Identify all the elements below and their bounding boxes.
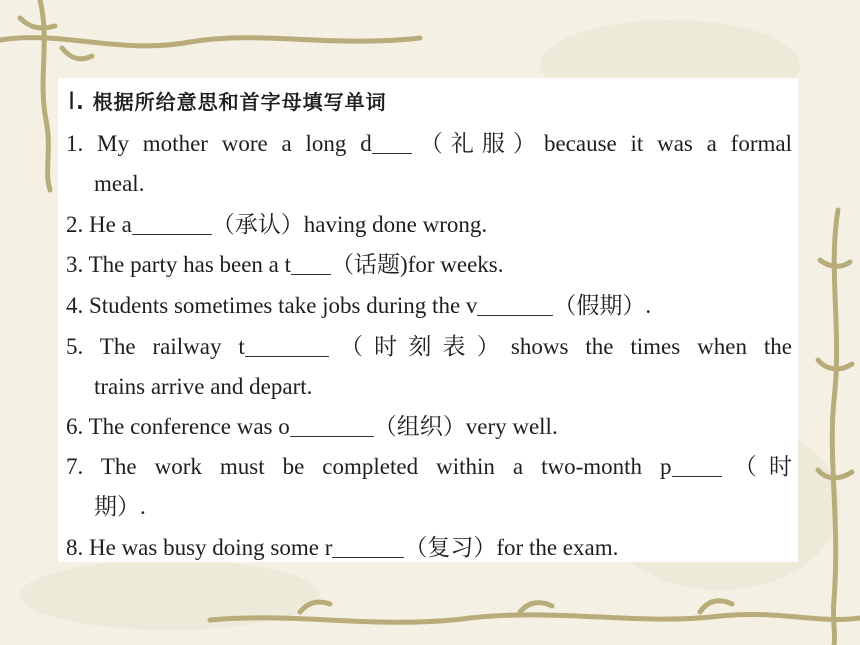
item-number: 8. xyxy=(66,535,84,560)
answer-blank[interactable] xyxy=(372,133,412,154)
item-hint: （承认）having done wrong. xyxy=(211,212,488,237)
item-text: trains arrive and depart. xyxy=(94,374,313,399)
answer-blank[interactable] xyxy=(245,336,329,357)
item-number: 5. xyxy=(66,334,84,359)
item-hint: （组织）very well. xyxy=(373,414,558,439)
item-hint: （话题)for weeks. xyxy=(331,252,504,277)
exercise-item-6 xyxy=(66,411,558,443)
exercise-item-7-continued xyxy=(94,491,146,523)
item-number: 3. xyxy=(66,252,84,277)
answer-blank[interactable] xyxy=(332,537,404,558)
item-hint: （礼服）because it was a formal xyxy=(411,131,792,156)
exercise-item-1 xyxy=(66,128,792,160)
item-text: He was busy doing some r xyxy=(89,535,333,560)
item-text: The party has been a t xyxy=(88,252,292,277)
exercise-item-1-continued xyxy=(94,168,144,200)
exercise-item-2 xyxy=(66,209,487,241)
answer-blank[interactable] xyxy=(477,295,553,316)
exercise-item-4 xyxy=(66,290,651,322)
item-hint: （时 xyxy=(721,454,792,479)
item-text: Students sometimes take jobs during the v xyxy=(89,293,478,318)
answer-blank[interactable] xyxy=(132,214,212,235)
section-heading xyxy=(68,86,387,116)
answer-blank[interactable] xyxy=(291,254,331,275)
item-number: 6. xyxy=(66,414,84,439)
item-text: He a xyxy=(89,212,132,237)
answer-blank[interactable] xyxy=(672,456,722,477)
item-hint: （复习）for the exam. xyxy=(404,535,619,560)
section-roman-numeral: Ⅰ xyxy=(68,89,77,115)
item-number: 4. xyxy=(66,293,84,318)
item-text: My mother wore a long d xyxy=(97,131,372,156)
item-text: The work must be completed within a two-month p xyxy=(100,454,672,479)
item-hint: （假期）. xyxy=(553,293,652,318)
item-text: 期）. xyxy=(94,494,146,519)
exercise-item-7 xyxy=(66,451,792,483)
item-text: The railway t xyxy=(99,334,245,359)
item-number: 7. xyxy=(66,454,84,479)
item-number: 1. xyxy=(66,131,84,156)
exercise-item-8 xyxy=(66,532,618,564)
item-number: 2. xyxy=(66,212,84,237)
answer-blank[interactable] xyxy=(290,416,374,437)
item-text: meal. xyxy=(94,171,145,196)
item-text: The conference was o xyxy=(88,414,290,439)
section-title: . 根据所给意思和首字母填写单词 xyxy=(76,90,387,114)
exercise-item-3 xyxy=(66,249,504,281)
exercise-item-5 xyxy=(66,331,792,363)
item-hint: （时刻表）shows the times when the xyxy=(328,334,793,359)
exercise-item-5-continued xyxy=(94,371,312,403)
